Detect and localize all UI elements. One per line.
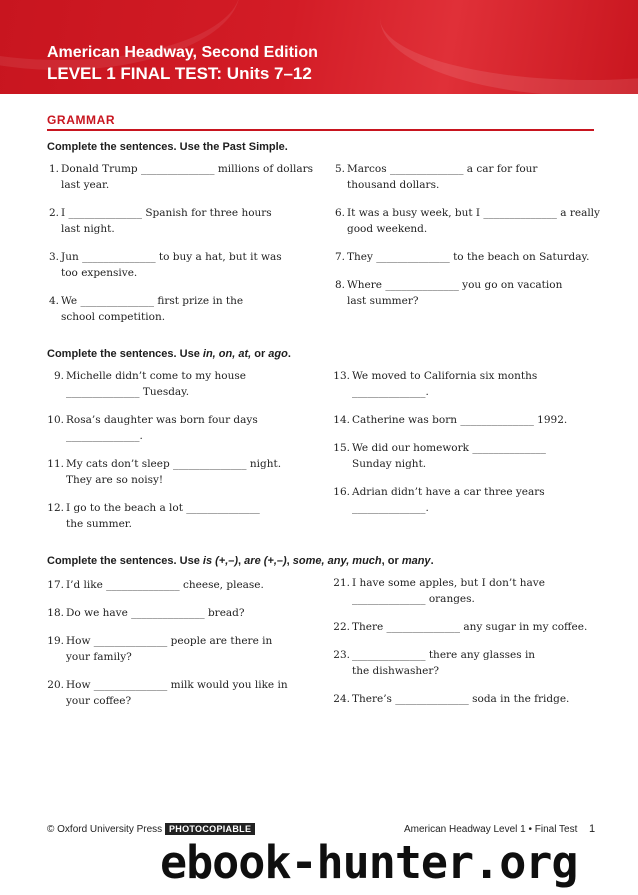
question-item — [46, 500, 260, 532]
question-item — [46, 412, 258, 444]
question-text: They ______________ to the beach on Saturday. — [347, 251, 590, 263]
question-item — [41, 293, 243, 325]
question-number: 16. — [333, 486, 350, 498]
question-text: Adrian didn’t have a car three years — [352, 486, 545, 498]
banner-decoration — [380, 0, 638, 94]
question-text: I’d like ______________ cheese, please. — [66, 579, 264, 591]
question-text: It was a busy week, but I ______________ a really — [347, 207, 600, 219]
question-text-cont: the summer. — [66, 518, 133, 530]
question-number: 1. — [48, 163, 59, 175]
question-text: Rosa’s daughter was born four days — [66, 414, 258, 426]
question-item — [332, 575, 545, 607]
question-text: Jun ______________ to buy a hat, but it was — [61, 251, 282, 263]
instruction-2: Complete the sentences. Use in, on, at, or ago. — [47, 348, 291, 360]
question-number: 4. — [48, 295, 59, 307]
question-text-cont: good weekend. — [347, 223, 428, 235]
question-text-cont: your family? — [66, 651, 132, 663]
question-item — [46, 368, 246, 400]
question-text: I ______________ Spanish for three hours — [61, 207, 272, 219]
question-item — [332, 484, 545, 516]
question-text: How ______________ people are there in — [66, 635, 273, 647]
question-number: 23. — [333, 649, 350, 661]
copyright: © Oxford University Press — [47, 824, 163, 835]
question-text: Catherine was born ______________ 1992. — [352, 414, 568, 426]
question-text: I go to the beach a lot ______________ — [66, 502, 260, 514]
question-item — [41, 205, 272, 237]
question-text-cont: ______________. — [352, 502, 429, 514]
question-text: Do we have ______________ bread? — [66, 607, 245, 619]
test-title: LEVEL 1 FINAL TEST: Units 7–12 — [47, 64, 312, 83]
question-number: 9. — [53, 370, 64, 382]
question-text-cont: ______________. — [352, 386, 429, 398]
question-text: We ______________ first prize in the — [61, 295, 244, 307]
question-text: We did our homework ______________ — [352, 442, 546, 454]
question-text-cont: too expensive. — [61, 267, 138, 279]
question-item — [46, 605, 245, 621]
question-number: 14. — [333, 414, 350, 426]
section-title: GRAMMAR — [47, 113, 116, 127]
footer-title: American Headway Level 1 • Final Test — [404, 824, 578, 835]
question-text-cont: your coffee? — [66, 695, 132, 707]
question-item — [46, 577, 264, 593]
question-item — [332, 368, 537, 400]
question-text-cont: They are so noisy! — [66, 474, 164, 486]
question-item — [46, 456, 281, 488]
question-item — [41, 161, 313, 193]
question-text-cont: the dishwasher? — [352, 665, 440, 677]
question-number: 20. — [47, 679, 64, 691]
question-text: My cats don’t sleep ______________ night. — [66, 458, 282, 470]
question-text-cont: Sunday night. — [352, 458, 427, 470]
question-number: 11. — [47, 458, 64, 470]
section-divider — [47, 129, 594, 131]
question-text: How ______________ milk would you like in — [66, 679, 288, 691]
question-number: 5. — [334, 163, 345, 175]
edition-title: American Headway, Second Edition — [47, 44, 318, 61]
question-text: Michelle didn’t come to my house — [66, 370, 246, 382]
watermark: ebook-hunter.org — [160, 836, 578, 889]
question-number: 24. — [333, 693, 350, 705]
instruction-3: Complete the sentences. Use is (+,–), are (+,–), some, any, much, or many. — [47, 555, 434, 567]
question-number: 2. — [48, 207, 59, 219]
question-number: 13. — [333, 370, 350, 382]
question-number: 15. — [333, 442, 350, 454]
question-text: Where ______________ you go on vacation — [347, 279, 563, 291]
question-text-cont: ______________. — [66, 430, 143, 442]
question-item — [46, 633, 272, 665]
question-number: 12. — [47, 502, 64, 514]
question-item — [41, 249, 282, 281]
question-number: 19. — [47, 635, 64, 647]
question-text: There ______________ any sugar in my coffee. — [352, 621, 588, 633]
question-text-cont: thousand dollars. — [347, 179, 440, 191]
question-number: 8. — [334, 279, 345, 291]
question-number: 3. — [48, 251, 59, 263]
question-text-cont: last summer? — [347, 295, 419, 307]
question-item — [332, 412, 567, 428]
question-item — [327, 277, 562, 309]
question-item — [332, 647, 535, 679]
question-number: 17. — [47, 579, 64, 591]
question-text: Donald Trump ______________ millions of dollars — [61, 163, 313, 175]
question-item — [327, 249, 589, 265]
question-number: 6. — [334, 207, 345, 219]
question-item — [332, 691, 569, 707]
instruction-1: Complete the sentences. Use the Past Simple. — [47, 141, 288, 153]
question-text: I have some apples, but I don’t have — [352, 577, 545, 589]
question-text: There’s ______________ soda in the fridge. — [352, 693, 570, 705]
question-number: 21. — [333, 577, 350, 589]
question-number: 22. — [333, 621, 350, 633]
question-text-cont: last night. — [61, 223, 115, 235]
question-item — [46, 677, 288, 709]
question-text: ______________ there any glasses in — [352, 649, 536, 661]
question-text-cont: last year. — [61, 179, 110, 191]
question-text: We moved to California six months — [352, 370, 538, 382]
question-item — [327, 205, 600, 237]
photocopiable-badge: PHOTOCOPIABLE — [165, 823, 255, 835]
question-item — [332, 619, 587, 635]
header-banner — [0, 0, 638, 94]
question-item — [332, 440, 546, 472]
question-text: Marcos ______________ a car for four — [347, 163, 538, 175]
question-number: 18. — [47, 607, 64, 619]
question-text-cont: school competition. — [61, 311, 166, 323]
question-item — [327, 161, 537, 193]
question-text-cont: ______________ Tuesday. — [66, 386, 190, 398]
page-number: 1 — [589, 823, 596, 835]
question-text-cont: ______________ oranges. — [352, 593, 475, 605]
question-number: 10. — [47, 414, 64, 426]
question-number: 7. — [334, 251, 345, 263]
